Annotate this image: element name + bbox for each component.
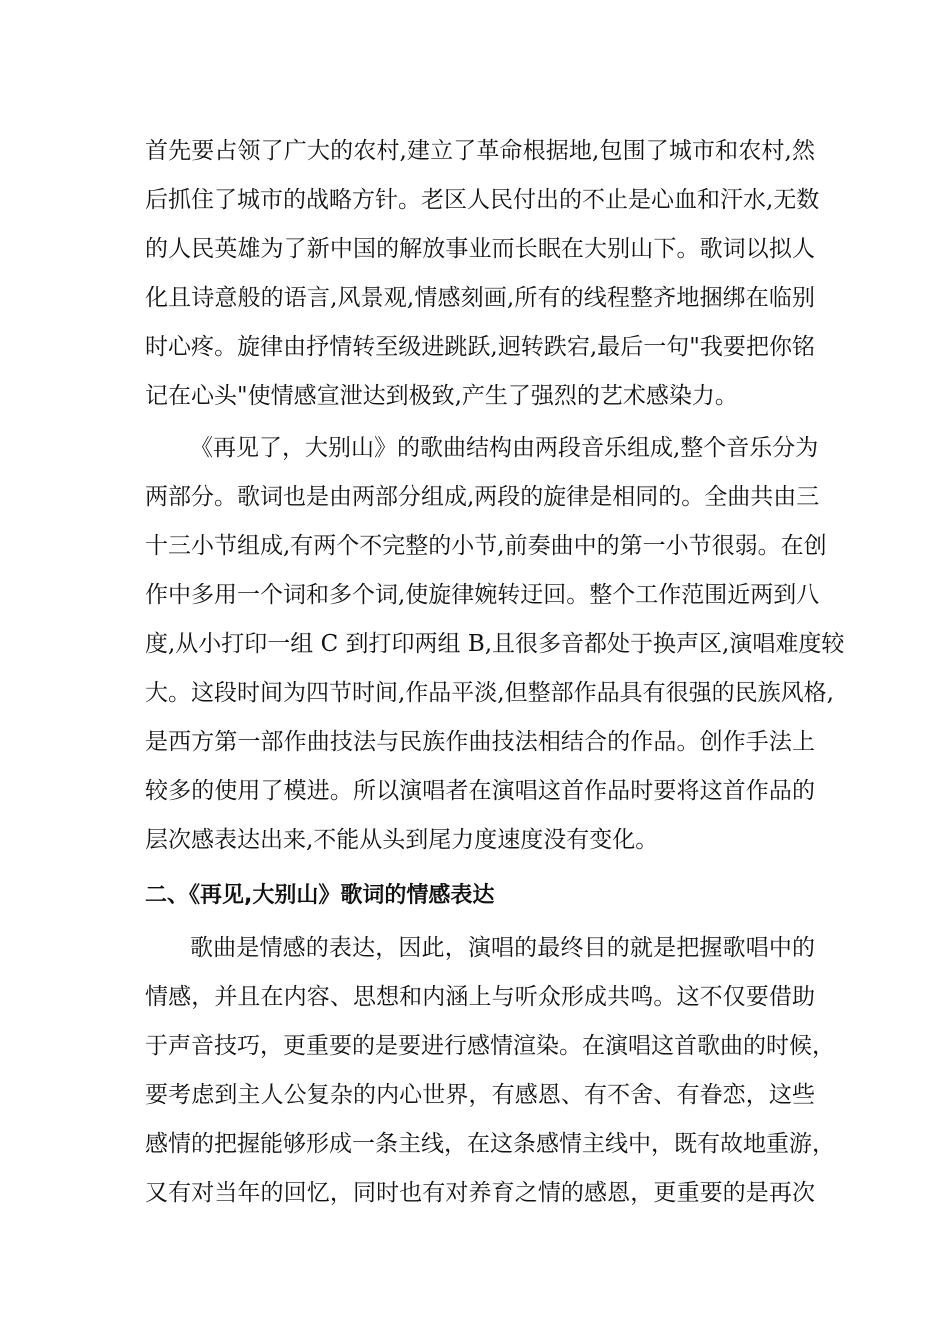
- text-line: 两部分。歌词也是由两部分组成,两段的旋律是相同的。全曲共由三: [145, 484, 820, 510]
- text-line: 于声音技巧，更重要的是要进行感情渲染。在演唱这首歌曲的时候，: [145, 1033, 835, 1059]
- text-line: 度,从小打印一组 C 到打印两组 B,且很多音都处于换声区,演唱难度较: [145, 631, 845, 657]
- text-line: 大。这段时间为四节时间,作品平淡,但整部作品具有很强的民族风格,: [145, 680, 834, 706]
- text-line: 十三小节组成,有两个不完整的小节,前奏曲中的第一小节很弱。在创: [145, 533, 827, 559]
- text-line: 感情的把握能够形成一条主线，在这条感情主线中，既有故地重游，: [145, 1131, 835, 1157]
- text-line: 又有对当年的回忆，同时也有对养育之情的感恩，更重要的是再次: [145, 1180, 815, 1206]
- text-line: 较多的使用了模进。所以演唱者在演唱这首作品时要将这首作品的: [145, 778, 815, 804]
- text-line: 的人民英雄为了新中国的解放事业而长眠在大别山下。歌词以拟人: [145, 236, 815, 262]
- text-line: 时心疼。旋律由抒情转至级进跳跃,迥转跌宕,最后一句"我要把你铭: [145, 334, 815, 360]
- text-line: 首先要占领了广大的农村,建立了革命根据地,包围了城市和农村,然: [145, 138, 815, 164]
- text-line: 是西方第一部作曲技法与民族作曲技法相结合的作品。创作手法上: [145, 729, 815, 755]
- text-line: 要考虑到主人公复杂的内心世界，有感恩、有不舍、有眷恋，这些: [145, 1082, 815, 1108]
- text-line: 后抓住了城市的战略方针。老区人民付出的不止是心血和汗水,无数: [145, 187, 820, 213]
- text-line: 化且诗意般的语言,风景观,情感刻画,所有的线程整齐地捆绑在临别: [145, 285, 815, 311]
- text-line: 情感，并且在内容、思想和内涵上与听众形成共鸣。这不仅要借助: [145, 984, 815, 1010]
- section-heading: 二、《再见,大别山》歌词的情感表达: [145, 883, 495, 908]
- text-line: 《再见了，大别山》的歌曲结构由两段音乐组成,整个音乐分为: [190, 435, 819, 461]
- text-line: 层次感表达出来,不能从头到尾力度速度没有变化。: [145, 827, 659, 853]
- text-line: 记在心头"使情感宣泄达到极致,产生了强烈的艺术感染力。: [145, 383, 738, 409]
- text-line: 歌曲是情感的表达，因此，演唱的最终目的就是把握歌唱中的: [190, 935, 815, 961]
- text-line: 作中多用一个词和多个词,使旋律婉转迂回。整个工作范围近两到八: [145, 582, 820, 608]
